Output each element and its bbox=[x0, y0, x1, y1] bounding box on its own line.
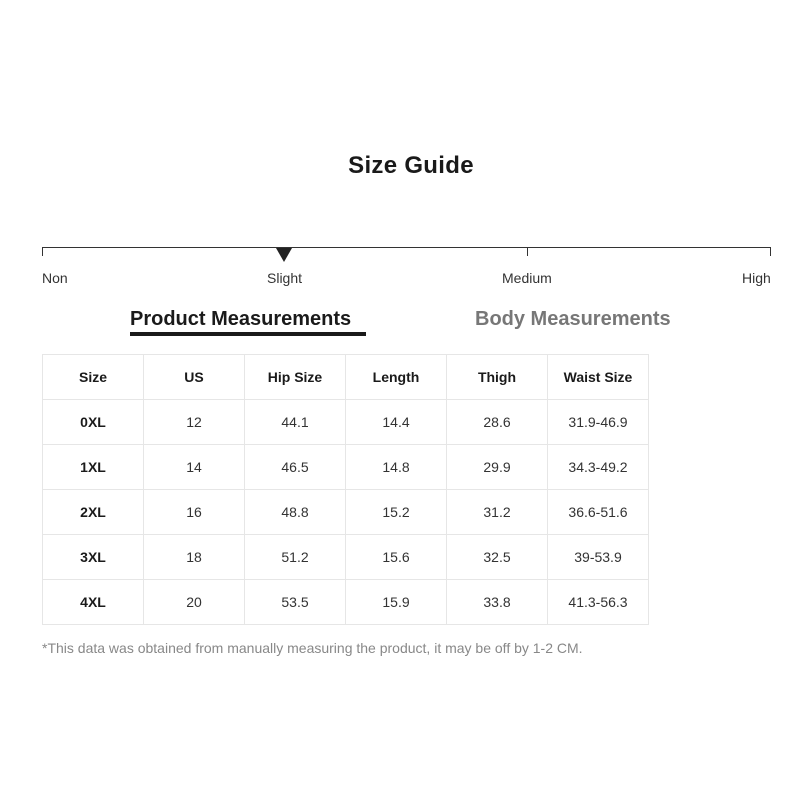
table-row bbox=[43, 445, 649, 490]
table-cell-thigh: 32.5 bbox=[447, 535, 548, 580]
table-cell-hip-size: 53.5 bbox=[245, 580, 346, 625]
column-header-waist-size: Waist Size bbox=[548, 355, 649, 400]
table-row bbox=[43, 490, 649, 535]
table-cell-hip-size: 51.2 bbox=[245, 535, 346, 580]
scale-label-non: Non bbox=[42, 270, 68, 286]
table-row bbox=[43, 580, 649, 625]
table-cell-waist-size: 41.3-56.3 bbox=[548, 580, 649, 625]
scale-tick-non bbox=[42, 247, 43, 256]
column-header-length: Length bbox=[346, 355, 447, 400]
table-cell-length: 14.8 bbox=[346, 445, 447, 490]
scale-tick-high bbox=[770, 247, 771, 256]
table-cell-us: 14 bbox=[144, 445, 245, 490]
active-tab-underline bbox=[130, 332, 366, 336]
stretch-indicator-icon bbox=[276, 248, 292, 262]
scale-label-slight: Slight bbox=[267, 270, 303, 286]
table-cell-waist-size: 31.9-46.9 bbox=[548, 400, 649, 445]
scale-label-medium: Medium bbox=[502, 270, 552, 286]
column-header-size: Size bbox=[43, 355, 144, 400]
table-cell-size: 0XL bbox=[43, 400, 144, 445]
table-cell-length: 15.2 bbox=[346, 490, 447, 535]
measurement-disclaimer: *This data was obtained from manually measuring the product, it may be off by 1-2 CM. bbox=[42, 640, 583, 656]
table-cell-thigh: 31.2 bbox=[447, 490, 548, 535]
page-title: Size Guide bbox=[348, 152, 474, 179]
table-cell-waist-size: 39-53.9 bbox=[548, 535, 649, 580]
table-cell-size: 4XL bbox=[43, 580, 144, 625]
table-cell-us: 12 bbox=[144, 400, 245, 445]
table-cell-size: 1XL bbox=[43, 445, 144, 490]
table-cell-us: 20 bbox=[144, 580, 245, 625]
table-cell-length: 14.4 bbox=[346, 400, 447, 445]
table-cell-waist-size: 34.3-49.2 bbox=[548, 445, 649, 490]
table-cell-waist-size: 36.6-51.6 bbox=[548, 490, 649, 535]
table-cell-size: 3XL bbox=[43, 535, 144, 580]
column-header-thigh: Thigh bbox=[447, 355, 548, 400]
table-cell-length: 15.6 bbox=[346, 535, 447, 580]
table-cell-size: 2XL bbox=[43, 490, 144, 535]
tab-body-measurements[interactable]: Body Measurements bbox=[475, 308, 671, 330]
table-cell-length: 15.9 bbox=[346, 580, 447, 625]
tab-product-measurements[interactable]: Product Measurements bbox=[130, 308, 352, 330]
scale-line bbox=[42, 247, 771, 248]
table-row bbox=[43, 535, 649, 580]
table-header-row bbox=[43, 355, 649, 400]
table-cell-thigh: 33.8 bbox=[447, 580, 548, 625]
table-cell-us: 16 bbox=[144, 490, 245, 535]
column-header-hip-size: Hip Size bbox=[245, 355, 346, 400]
table-cell-hip-size: 44.1 bbox=[245, 400, 346, 445]
scale-label-high: High bbox=[742, 270, 771, 286]
table-cell-hip-size: 46.5 bbox=[245, 445, 346, 490]
table-cell-thigh: 29.9 bbox=[447, 445, 548, 490]
table-cell-hip-size: 48.8 bbox=[245, 490, 346, 535]
table-cell-thigh: 28.6 bbox=[447, 400, 548, 445]
column-header-us: US bbox=[144, 355, 245, 400]
scale-tick-medium bbox=[527, 247, 528, 256]
size-table bbox=[42, 354, 649, 625]
table-cell-us: 18 bbox=[144, 535, 245, 580]
table-row bbox=[43, 400, 649, 445]
